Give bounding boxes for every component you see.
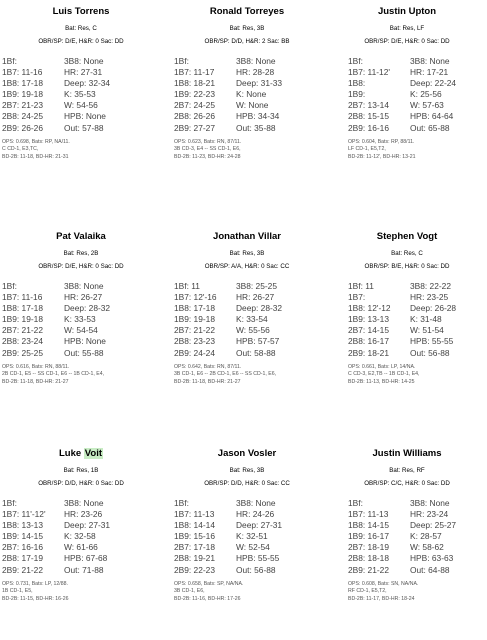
row-left: 2B8: 23-23	[174, 336, 215, 347]
row-left: 2B7: 14-15	[348, 325, 389, 336]
row-right: K: 35-53	[64, 89, 96, 100]
row-left: 1B7: 11'-12'	[2, 509, 46, 520]
row-left: 1Bf:	[348, 498, 363, 508]
notes-line: OPS: 0.616, Bats: RN, 88/11.	[2, 363, 70, 370]
chart-row	[348, 123, 487, 134]
row-right: 3B8: None	[410, 56, 450, 66]
chart-row	[174, 281, 328, 292]
chart-row	[2, 553, 162, 564]
chart-row	[174, 336, 328, 347]
chart-row	[2, 56, 162, 67]
row-left: 2B8: 18-18	[348, 553, 389, 564]
chart-row	[348, 78, 487, 89]
bats-position: Bat: Res, C	[65, 25, 97, 32]
row-left: 1B7: 11-16	[2, 67, 43, 78]
row-right: HR: 24-26	[236, 509, 275, 520]
row-right: HR: 17-21	[410, 67, 449, 78]
bats-position: Bat: Res, 3B	[229, 250, 265, 257]
row-right: W: 58-62	[410, 542, 444, 553]
player-card	[166, 5, 328, 161]
row-right: W: 55-56	[236, 325, 270, 336]
chart-row	[2, 123, 162, 134]
bats-position: Bat: Res, LF	[389, 25, 425, 32]
chart-row	[348, 325, 487, 336]
row-left: 1B7: 12'-16	[174, 292, 217, 303]
obr-line: OBR/SP: D/D, H&R: 0 Sac: CC	[204, 480, 290, 487]
row-right: Deep: 32-34	[64, 78, 111, 89]
chart-row	[2, 100, 162, 111]
bats-position: Bat: Res, C	[391, 250, 423, 257]
chart-row	[2, 542, 162, 553]
chart-row	[2, 281, 162, 292]
chart-row	[174, 520, 328, 531]
obr-line: OBR/SP: B/E, H&R: 0 Sac: DD	[364, 263, 450, 270]
bats-position: Bat: Res, 2B	[63, 250, 99, 257]
row-left: 1B8: 18-21	[174, 78, 215, 89]
row-left: 2B9: 16-16	[348, 122, 389, 133]
notes-line: 1B CD-1, E5,	[2, 588, 33, 595]
player-notes	[326, 581, 487, 604]
row-right: HPB: 55-55	[236, 553, 280, 564]
notes-line: OPS: 0.731, Bats: LP, 12/88.	[2, 580, 68, 587]
chart-rows	[0, 56, 162, 134]
row-right: Deep: 31-33	[236, 78, 283, 89]
row-right: Out: 56-88	[410, 347, 450, 358]
row-right: Out: 35-88	[236, 122, 276, 133]
row-left: 1Bf:	[2, 498, 17, 508]
row-right: 3B8: None	[236, 56, 276, 66]
row-right: HPB: 34-34	[236, 111, 280, 122]
chart-rows	[326, 56, 487, 134]
notes-line: OPS: 0.623, Bats: RN, 87/11.	[174, 138, 242, 145]
player-card	[326, 447, 487, 603]
row-left: 1Bf:	[174, 498, 189, 508]
chart-row	[174, 67, 328, 78]
chart-rows	[0, 498, 162, 576]
notes-line: LF CD-1, E5,T2,	[348, 146, 386, 153]
player-notes	[326, 139, 487, 162]
chart-row	[174, 89, 328, 100]
row-right: Out: 71-88	[64, 564, 104, 575]
row-right: Out: 58-88	[236, 347, 276, 358]
row-left: 2B8: 23-24	[2, 336, 43, 347]
chart-row	[348, 281, 487, 292]
chart-row	[174, 553, 328, 564]
row-left: 2B7: 18-19	[348, 542, 389, 553]
row-right: W: 51-54	[410, 325, 444, 336]
row-left: 1Bf: 11	[174, 281, 200, 291]
row-right: 3B8: 22-22	[410, 281, 451, 291]
player-card	[0, 5, 162, 161]
row-left: 2B7: 17-18	[174, 542, 215, 553]
notes-line: 2B CD-1, E5 -- SS CD-1, E6 -- 1B CD-1, E4,	[2, 371, 105, 378]
row-right: 3B8: None	[236, 498, 276, 508]
chart-row	[348, 67, 487, 78]
player-card	[326, 230, 487, 386]
bats-position: Bat: Res, 3B	[229, 467, 265, 474]
chart-row	[174, 78, 328, 89]
row-right: K: 33-53	[64, 314, 96, 325]
row-left: 2B8: 26-26	[174, 111, 215, 122]
row-right: Deep: 22-24	[410, 78, 457, 89]
notes-line: BD-2B: 11-18, BD-HR: 21-27	[2, 378, 69, 385]
chart-row	[2, 89, 162, 100]
row-left: 2B9: 21-22	[348, 564, 389, 575]
row-left: 1Bf:	[348, 56, 363, 66]
chart-row	[348, 292, 487, 303]
chart-rows	[326, 281, 487, 359]
row-left: 2B9: 22-23	[174, 564, 215, 575]
chart-row	[348, 100, 487, 111]
chart-row	[174, 56, 328, 67]
row-right: W: 54-56	[64, 100, 98, 111]
row-left: 1B9: 19-18	[174, 314, 215, 325]
notes-line: BD-2B: 11-12', BD-HR: 13-21	[348, 153, 416, 160]
notes-line: 3B CD-1, E6 -- 2B CD-1, E6 -- SS CD-1, E6,	[174, 371, 277, 378]
obr-line: OBR/SP: D/D, H&R: 0 Sac: DD	[38, 480, 124, 487]
row-right: Out: 55-88	[64, 347, 104, 358]
row-right: HPB: 67-68	[64, 553, 108, 564]
chart-rows	[166, 56, 328, 134]
chart-row	[348, 520, 487, 531]
obr-line: OBR/SP: A/A, H&R: 0 Sac: CC	[204, 263, 290, 270]
row-left: 1B9: 19-18	[2, 89, 43, 100]
row-left: 2B7: 21-22	[2, 325, 43, 336]
player-name: Jason Vosler	[217, 448, 277, 459]
chart-row	[2, 498, 162, 509]
chart-row	[2, 325, 162, 336]
obr-line: OBR/SP: D/D, H&R: 2 Sac: BB	[204, 38, 290, 45]
row-right: W: None	[236, 100, 269, 111]
row-right: HPB: None	[64, 111, 106, 122]
notes-line: RF CD-1, E5,T2,	[348, 588, 387, 595]
notes-line: BD-2B: 11-13, BD-HR: 14-25	[348, 378, 415, 385]
row-left: 1B8: 17-18	[2, 303, 43, 314]
player-name: Justin Upton	[377, 6, 437, 17]
player-notes	[0, 364, 162, 387]
row-left: 1Bf:	[174, 56, 189, 66]
obr-line: OBR/SP: D/E, H&R: 0 Sac: DD	[38, 263, 124, 270]
row-left: 1B7: 11-17	[174, 67, 215, 78]
row-left: 1B7: 11-13	[174, 509, 215, 520]
notes-line: C CD-3, E2,TB -- 1B CD-1, E4,	[348, 371, 420, 378]
chart-row	[174, 303, 328, 314]
notes-line: 3B CD-1, E6,	[174, 588, 205, 595]
obr-line: OBR/SP: D/E, H&R: 0 Sac: DD	[364, 38, 450, 45]
chart-row	[174, 531, 328, 542]
chart-row	[174, 123, 328, 134]
chart-rows	[326, 498, 487, 576]
row-right: HR: 23-26	[64, 509, 103, 520]
player-card	[166, 230, 328, 386]
player-card	[166, 447, 328, 603]
row-right: W: 61-66	[64, 542, 98, 553]
chart-row	[348, 553, 487, 564]
row-left: 1B8: 17-18	[2, 78, 43, 89]
player-card	[0, 447, 162, 603]
row-left: 2B7: 24-25	[174, 100, 215, 111]
row-left: 1B9:	[348, 89, 366, 100]
bats-position: Bat: Res, RF	[389, 467, 425, 474]
row-left: 2B8: 16-17	[348, 336, 389, 347]
row-right: 3B8: None	[410, 498, 450, 508]
row-right: HPB: 55-55	[410, 336, 454, 347]
row-left: 2B9: 26-26	[2, 122, 43, 133]
row-right: HPB: 57-57	[236, 336, 280, 347]
row-right: K: 32-51	[236, 531, 268, 542]
row-right: K: 31-48	[410, 314, 442, 325]
row-left: 1B7:	[348, 292, 366, 303]
player-notes	[0, 581, 162, 604]
chart-row	[174, 348, 328, 359]
obr-line: OBR/SP: C/C, H&R: 0 Sac: DD	[364, 480, 450, 487]
row-right: W: 54-54	[64, 325, 98, 336]
row-right: K: 28-57	[410, 531, 442, 542]
chart-row	[348, 89, 487, 100]
player-name: Pat Valaika	[56, 231, 106, 242]
chart-row	[174, 542, 328, 553]
player-notes	[166, 139, 328, 162]
notes-line: C CD-1, E3,TC,	[2, 146, 39, 153]
chart-row	[348, 531, 487, 542]
notes-line: OPS: 0.658, Bats: SP, NA/NA.	[174, 580, 244, 587]
chart-row	[348, 498, 487, 509]
chart-row	[2, 336, 162, 347]
row-left: 2B7: 21-22	[174, 325, 215, 336]
bats-position: Bat: Res, 3B	[229, 25, 265, 32]
notes-line: BD-2B: 11-17, BD-HR: 18-24	[348, 595, 415, 602]
row-left: 2B8: 15-15	[348, 111, 389, 122]
bats-position: Bat: Res, 1B	[63, 467, 99, 474]
obr-line: OBR/SP: D/E, H&R: 0 Sac: DD	[38, 38, 124, 45]
row-right: HR: 28-28	[236, 67, 275, 78]
chart-row	[348, 314, 487, 325]
row-left: 2B7: 16-16	[2, 542, 43, 553]
row-right: K: None	[236, 89, 267, 100]
chart-row	[2, 348, 162, 359]
notes-line: OPS: 0.698, Bats: RP, NA/11.	[2, 138, 70, 145]
row-left: 2B8: 24-25	[2, 111, 43, 122]
row-right: HR: 23-25	[410, 292, 449, 303]
row-left: 2B9: 24-24	[174, 347, 215, 358]
row-left: 1B9: 14-15	[2, 531, 43, 542]
notes-line: OPS: 0.604, Bats: RP, 88/11.	[348, 138, 415, 145]
chart-row	[2, 314, 162, 325]
chart-row	[2, 531, 162, 542]
chart-row	[348, 56, 487, 67]
chart-row	[174, 292, 328, 303]
row-left: 1B8: 13-13	[2, 520, 43, 531]
row-left: 1B8: 14-15	[348, 520, 389, 531]
player-card	[326, 5, 487, 161]
chart-row	[2, 78, 162, 89]
notes-line: BD-2B: 11-16, BD-HR: 17-26	[174, 595, 241, 602]
notes-line: BD-2B: 11-18, BD-HR: 21-27	[174, 378, 241, 385]
row-left: 1B9: 19-18	[2, 314, 43, 325]
row-left: 1B9: 16-17	[348, 531, 389, 542]
row-left: 1Bf:	[2, 56, 17, 66]
chart-row	[2, 565, 162, 576]
player-name	[0, 447, 162, 460]
row-left: 1B8: 14-14	[174, 520, 215, 531]
row-right: Deep: 28-32	[236, 303, 283, 314]
chart-row	[348, 336, 487, 347]
player-name-first: Luke	[58, 448, 84, 459]
row-left: 2B8: 17-19	[2, 553, 43, 564]
row-right: HPB: None	[64, 336, 106, 347]
player-name: Jonathan Villar	[213, 231, 281, 242]
row-right: K: 32-58	[64, 531, 96, 542]
row-left: 1Bf: 11	[348, 281, 374, 291]
row-left: 2B7: 13-14	[348, 100, 389, 111]
row-left: 1B9: 22-23	[174, 89, 215, 100]
row-right: 3B8: None	[64, 56, 104, 66]
chart-row	[174, 509, 328, 520]
player-name: Luis Torrens	[52, 6, 110, 17]
chart-row	[2, 520, 162, 531]
chart-row	[348, 565, 487, 576]
row-right: Out: 65-88	[410, 122, 450, 133]
chart-row	[2, 303, 162, 314]
row-right: 3B8: None	[64, 498, 104, 508]
row-left: 1B7: 11-16	[2, 292, 43, 303]
row-right: W: 57-63	[410, 100, 444, 111]
player-name: Stephen Vogt	[376, 231, 438, 242]
player-name-highlighted: Voit	[84, 448, 103, 459]
chart-row	[348, 303, 487, 314]
chart-rows	[0, 281, 162, 359]
chart-row	[348, 542, 487, 553]
row-left: 2B7: 21-23	[2, 100, 43, 111]
row-right: Deep: 26-28	[410, 303, 457, 314]
player-notes	[326, 364, 487, 387]
notes-line: BD-2B: 11-23, BD-HR: 24-28	[174, 153, 241, 160]
row-left: 2B9: 27-27	[174, 122, 215, 133]
chart-rows	[166, 281, 328, 359]
chart-row	[2, 67, 162, 78]
chart-row	[348, 348, 487, 359]
player-notes	[166, 581, 328, 604]
row-right: HPB: 63-63	[410, 553, 454, 564]
chart-rows	[166, 498, 328, 576]
row-right: Out: 64-88	[410, 564, 450, 575]
chart-row	[348, 509, 487, 520]
notes-line: OPS: 0.608, Bats: SN, NA/NA.	[348, 580, 419, 587]
row-left: 1B8: 12'-12	[348, 303, 391, 314]
row-right: HR: 27-31	[64, 67, 103, 78]
row-right: Deep: 28-32	[64, 303, 111, 314]
row-right: HPB: 64-64	[410, 111, 454, 122]
row-left: 1B9: 15-16	[174, 531, 215, 542]
chart-row	[174, 111, 328, 122]
row-left: 1B8:	[348, 78, 366, 89]
chart-row	[348, 111, 487, 122]
chart-row	[174, 314, 328, 325]
row-right: K: 33-54	[236, 314, 268, 325]
player-card	[0, 230, 162, 386]
notes-line: OPS: 0.661, Bats: LP, 14/NA.	[348, 363, 416, 370]
row-right: HR: 23-24	[410, 509, 449, 520]
notes-line: 3B CD-3, E4 -- SS CD-1, E6,	[174, 146, 241, 153]
player-notes	[0, 139, 162, 162]
chart-row	[174, 498, 328, 509]
chart-row	[2, 292, 162, 303]
row-right: K: 25-56	[410, 89, 442, 100]
row-right: Deep: 27-31	[64, 520, 111, 531]
row-right: Deep: 25-27	[410, 520, 457, 531]
row-right: W: 52-54	[236, 542, 270, 553]
row-left: 2B9: 25-25	[2, 347, 43, 358]
row-right: Out: 56-88	[236, 564, 276, 575]
chart-row	[2, 509, 162, 520]
player-name: Justin Williams	[372, 448, 442, 459]
row-left: 1B9: 13-13	[348, 314, 389, 325]
row-left: 2B8: 19-21	[174, 553, 215, 564]
player-notes	[166, 364, 328, 387]
row-left: 2B9: 21-22	[2, 564, 43, 575]
player-name: Ronald Torreyes	[209, 6, 285, 17]
chart-row	[2, 111, 162, 122]
row-right: Deep: 27-31	[236, 520, 283, 531]
row-right: 3B8: None	[64, 281, 104, 291]
notes-line: OPS: 0.642, Bats: RN, 87/11.	[174, 363, 242, 370]
notes-line: BD-2B: 11-18, BD-HR: 21-31	[2, 153, 69, 160]
notes-line: BD-2B: 11-15, BD-HR: 16-26	[2, 595, 69, 602]
chart-row	[174, 565, 328, 576]
chart-row	[174, 325, 328, 336]
row-left: 1B7: 11-12'	[348, 67, 390, 78]
row-right: Out: 57-88	[64, 122, 104, 133]
row-right: 3B8: 25-25	[236, 281, 277, 291]
row-left: 1B7: 11-13	[348, 509, 389, 520]
row-left: 1Bf:	[2, 281, 17, 291]
chart-row	[174, 100, 328, 111]
row-left: 2B9: 18-21	[348, 347, 389, 358]
row-left: 1B8: 17-18	[174, 303, 215, 314]
row-right: HR: 26-27	[64, 292, 103, 303]
row-right: HR: 26-27	[236, 292, 275, 303]
